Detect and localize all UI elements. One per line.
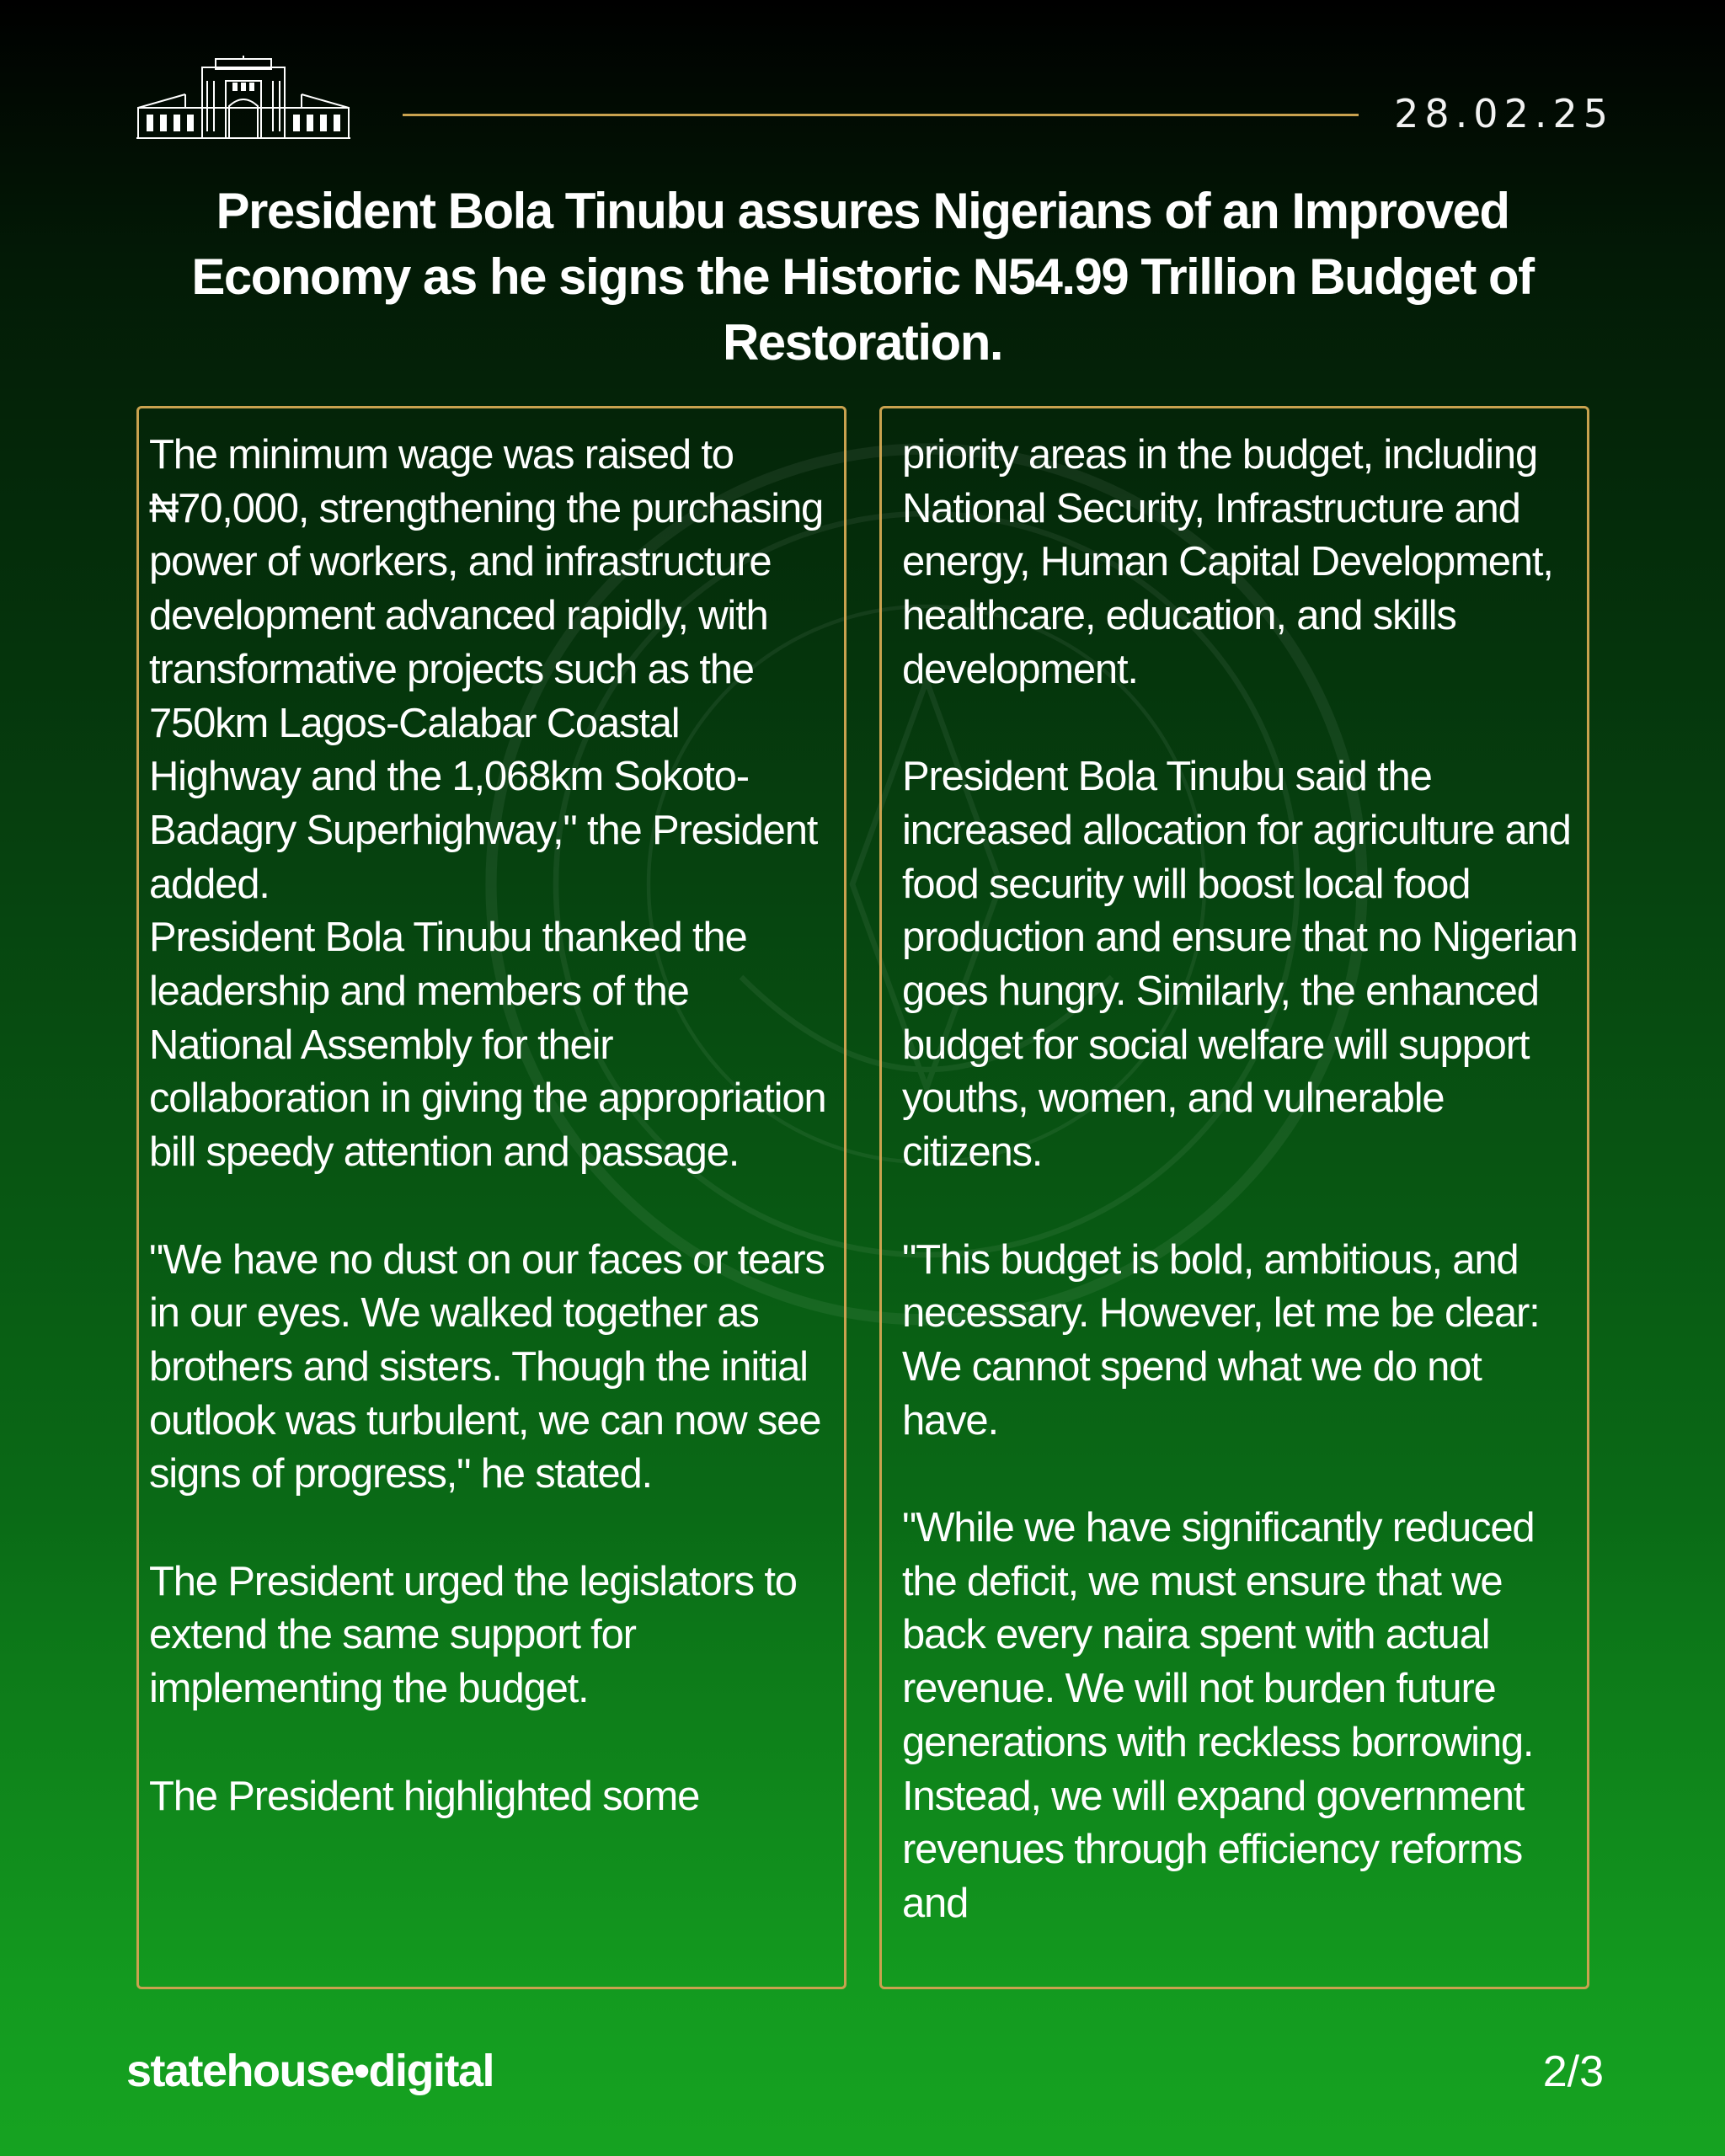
right-text-column [879, 406, 1589, 1989]
paragraph: President Bola Tinubu said the increased allocation for agriculture and food security will boost local food production and ensure that no Nigerian goes hungry. Similarly, the enhanced budget for social welfare will support youths, women, and vulnerable citizens. [902, 754, 1578, 1176]
brand-wordmark: statehouse•digital [126, 2046, 494, 2096]
state-house-building-icon [135, 56, 352, 143]
header-rule [403, 114, 1359, 116]
paragraph: "This budget is bold, ambitious, and necessary. However, let me be clear: We cannot spend what we do not have. [902, 1236, 1540, 1444]
left-text-column [136, 406, 846, 1989]
paragraph: "We have no dust on our faces or tears in our eyes. We walked together as brothers and sisters. Though the initial outlook was turbulent, we can now see signs of progress," he stated. [149, 1236, 825, 1497]
paragraph: The President urged the legislators to extend the same support for implementing the budget. [149, 1558, 797, 1712]
paragraph: President Bola Tinubu thanked the leadership and members of the National Assembly for their collaboration in giving the appropriation bill speedy attention and passage. [149, 915, 826, 1176]
paragraph: "While we have significantly reduced the deficit, we must ensure that we back every naira spent with actual revenue. We will not burden future generations with reckless borrowing. Instead, we will expand government revenues through efficiency reforms and [902, 1505, 1535, 1926]
paragraph: The minimum wage was raised to ₦70,000, strengthening the purchasing power of workers, and infrastructure development advanced rapidly, with transformative projects such as the 750km Lagos-Calabar Coastal Highway and the 1,068km Sokoto-Badagry Superhighway," the President added. [149, 432, 824, 907]
post-date: 28.02.25 [1394, 91, 1614, 136]
headline: President Bola Tinubu assures Nigerians of an Improved Economy as he signs the Historic N54.99 Trillion Budget of Restoration. [191, 183, 1534, 371]
paragraph: priority areas in the budget, including National Security, Infrastructure and energy, Human Capital Development, healthcare, education, and skills development. [902, 432, 1553, 692]
page-indicator: 2/3 [1542, 2047, 1604, 2096]
paragraph: The President highlighted some [149, 1773, 700, 1819]
